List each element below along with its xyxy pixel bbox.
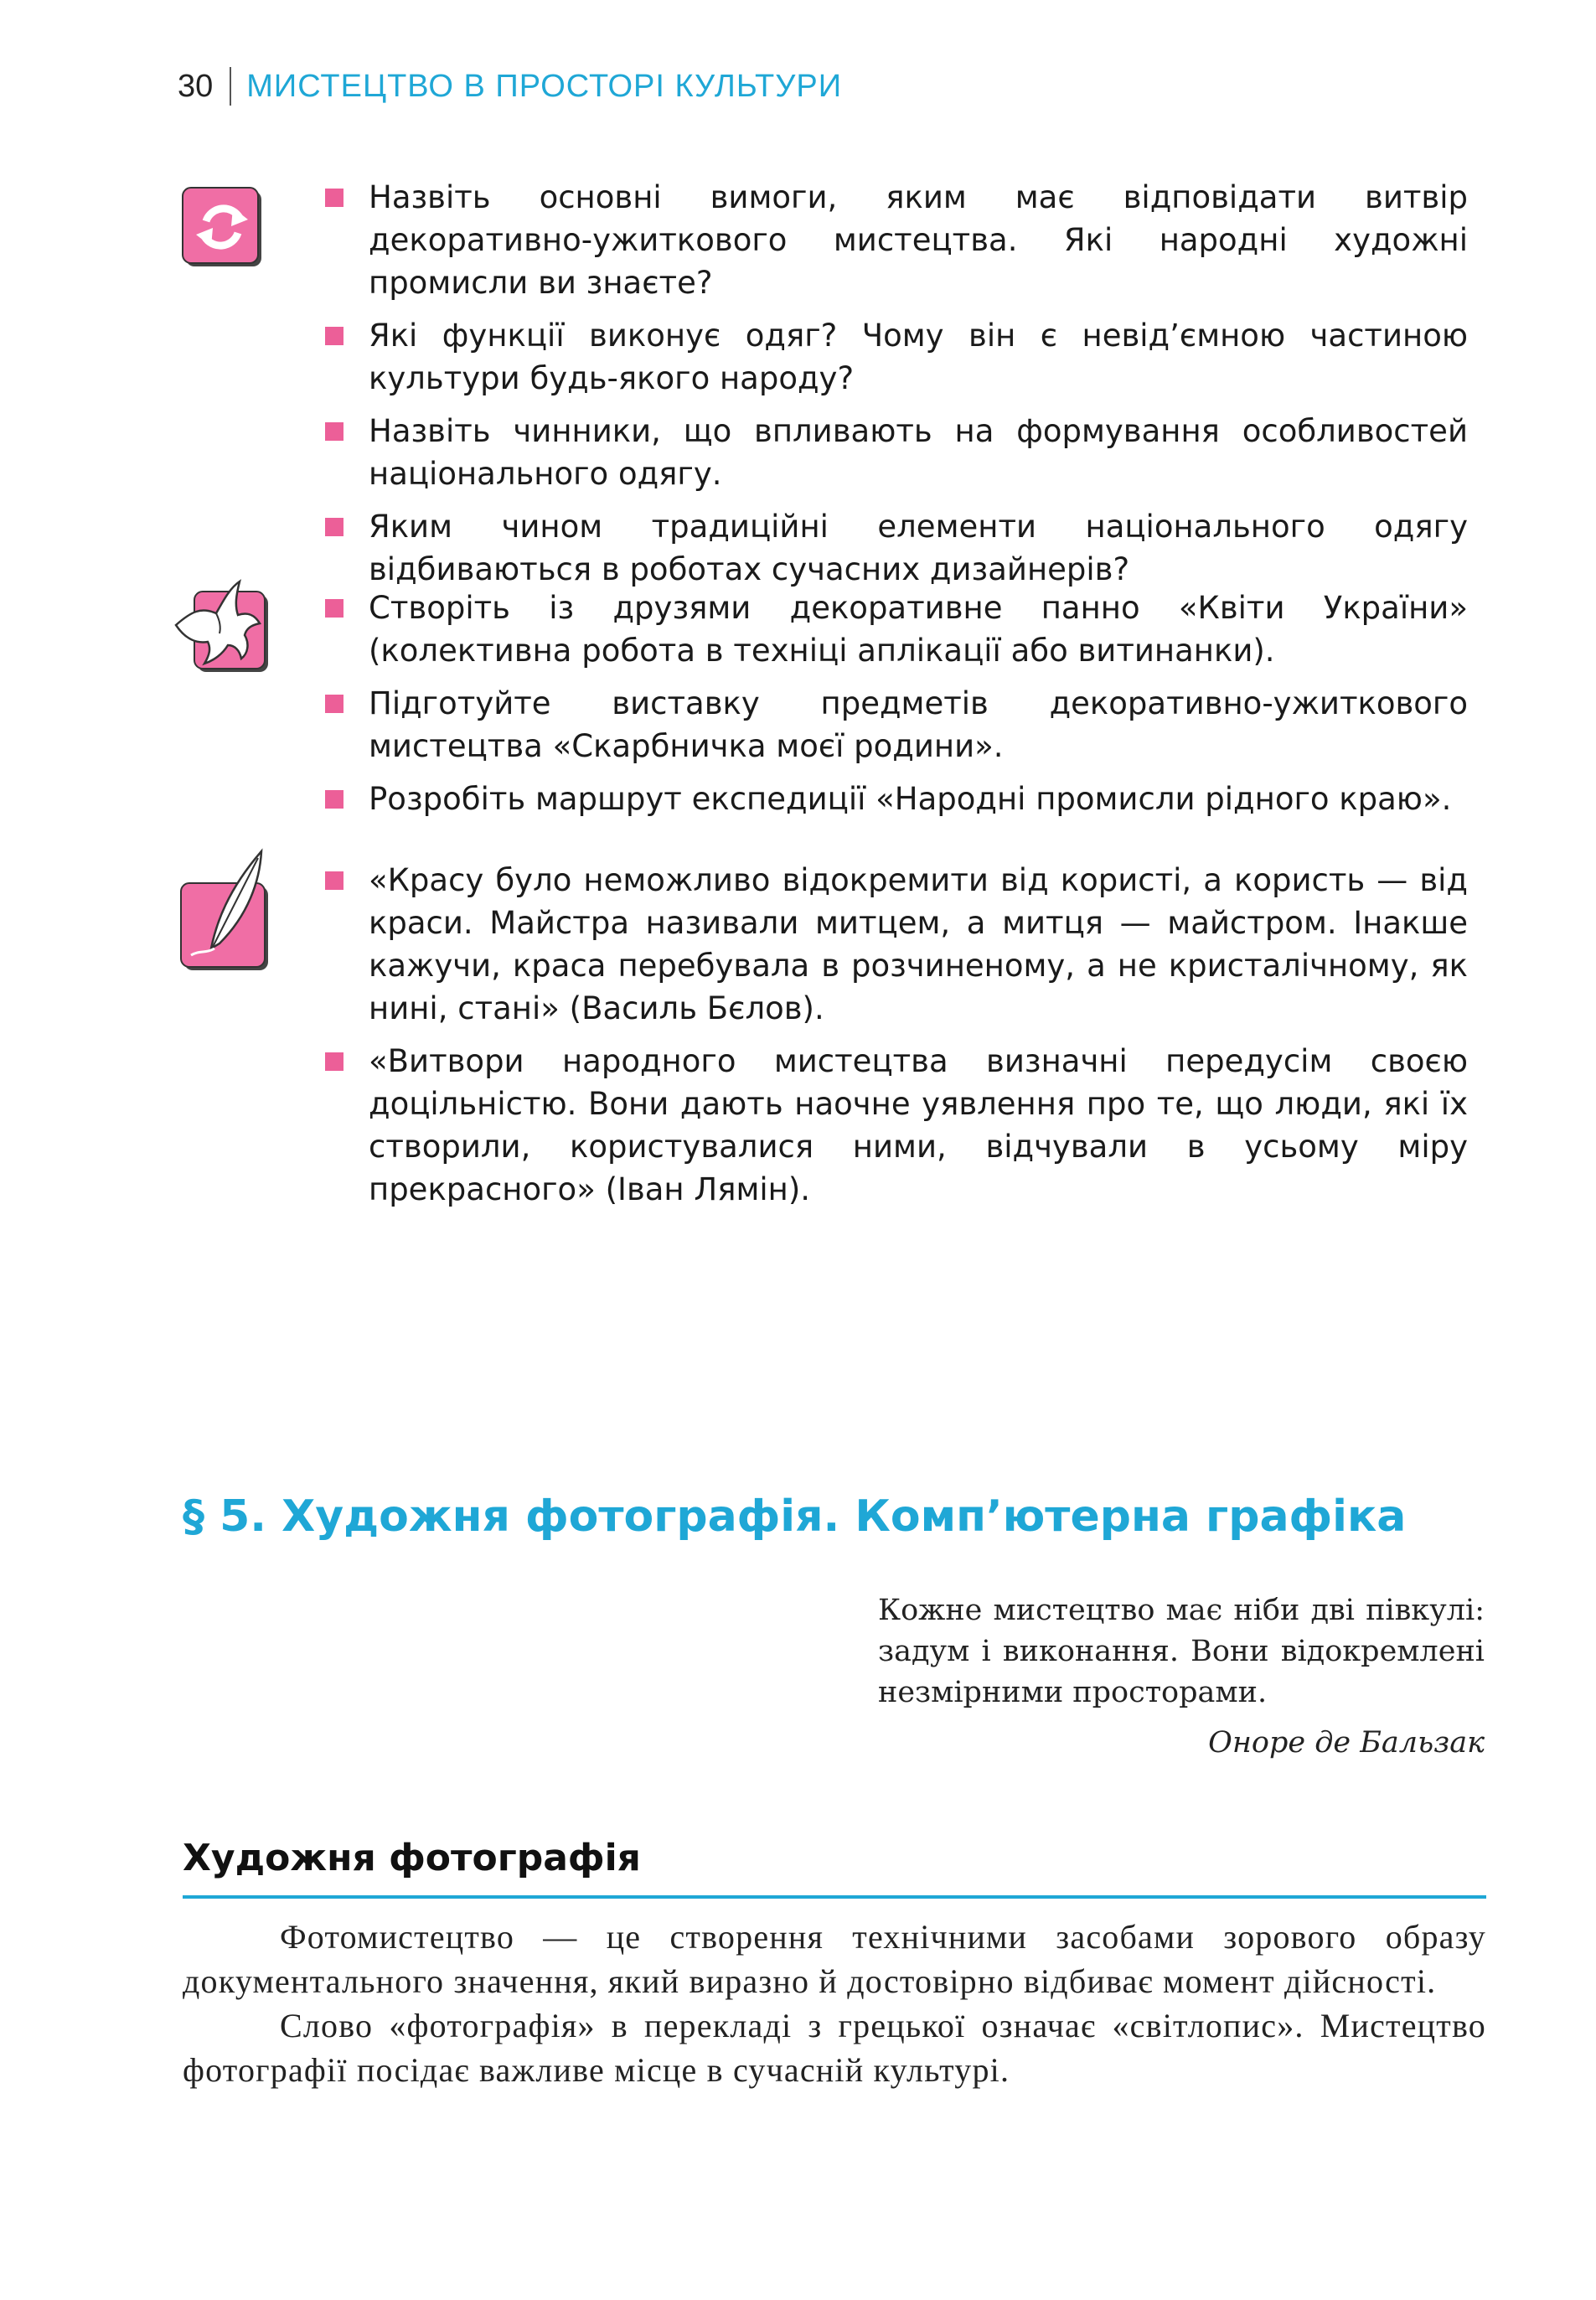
quill-pen-icon (178, 848, 271, 974)
review-questions (325, 176, 1468, 601)
list-item: Розробіть маршрут експедиції «Народні промисли рідного краю». (325, 778, 1468, 820)
epigraph-text: Кожне мистецтво має ніби дві півкулі: задум і виконання. Вони відокремлені незмірними просторами. (878, 1594, 1485, 1709)
running-header (178, 65, 842, 107)
list-item: «Красу було неможливо відокремити від користі, а користь — від краси. Майстра називали митцем, а митця — майстром. Інакше кажучи, краса перебувала в розчиненому, а не кристалічному, як нині, стані» (Василь Бєлов). (325, 859, 1468, 1030)
bullet-square (325, 422, 343, 441)
list-item: Назвіть чинники, що впливають на формування особливостей національного одягу. (325, 410, 1468, 495)
bullet-square (325, 189, 343, 207)
bullet-square (325, 1052, 343, 1071)
list-item: Створіть із друзями декоративне панно «Квіти України» (колективна робота в техніці аплікації або витинанки). (325, 587, 1468, 672)
list-item: Назвіть основні вимоги, яким має відповідати витвір декоративно-ужиткового мистецтва. Які народні художні промисли ви знаєте? (325, 176, 1468, 304)
activity-list (325, 587, 1468, 830)
list-item: Яким чином традиційні елементи національного одягу відбиваються в роботах сучасних дизайнерів? (325, 505, 1468, 591)
refresh-arrows-icon (181, 186, 265, 270)
epigraph-author: Оноре де Бальзак (1208, 1726, 1485, 1760)
quote-list (325, 859, 1468, 1221)
paragraph: Слово «фотографія» в перекладі з грецької означає «світлопис». Мистецтво фотографії посідає важливе місце в сучасній культурі. (183, 2007, 1486, 2089)
list-item: «Витвори народного мистецтва визначні передусім своєю доцільністю. Вони дають наочне уявлення про те, що люди, які їх створили, користувалися ними, відчували в усьому міру прекрасного» (Іван Лямін). (325, 1040, 1468, 1211)
list-item: Які функції виконує одяг? Чому він є невід’ємною частиною культури будь-якого народу? (325, 314, 1468, 400)
bullet-square (325, 871, 343, 890)
body-text (183, 1915, 1486, 2092)
bullet-square (325, 327, 343, 345)
bullet-square (325, 518, 343, 536)
bullet-square (325, 695, 343, 713)
running-title: МИСТЕЦТВО В ПРОСТОРІ КУЛЬТУРИ (246, 68, 843, 104)
subsection-title: Художня фотографія (183, 1837, 641, 1879)
page-number: 30 (178, 68, 214, 104)
paragraph: Фотомистецтво — це створення технічними засобами зорового образу документального значення, який виразно й достовірно відбиває момент дійсності. (183, 1918, 1486, 2000)
bullet-square (325, 599, 343, 618)
header-divider (230, 67, 231, 106)
section-title: § 5. Художня фотографія. Комп’ютерна графіка (183, 1491, 1407, 1542)
list-item: Підготуйте виставку предметів декоративно-ужиткового мистецтва «Скарбничка моєї родини». (325, 682, 1468, 768)
subsection-rule (183, 1895, 1486, 1899)
bullet-square (325, 790, 343, 809)
pegasus-icon (168, 576, 270, 677)
